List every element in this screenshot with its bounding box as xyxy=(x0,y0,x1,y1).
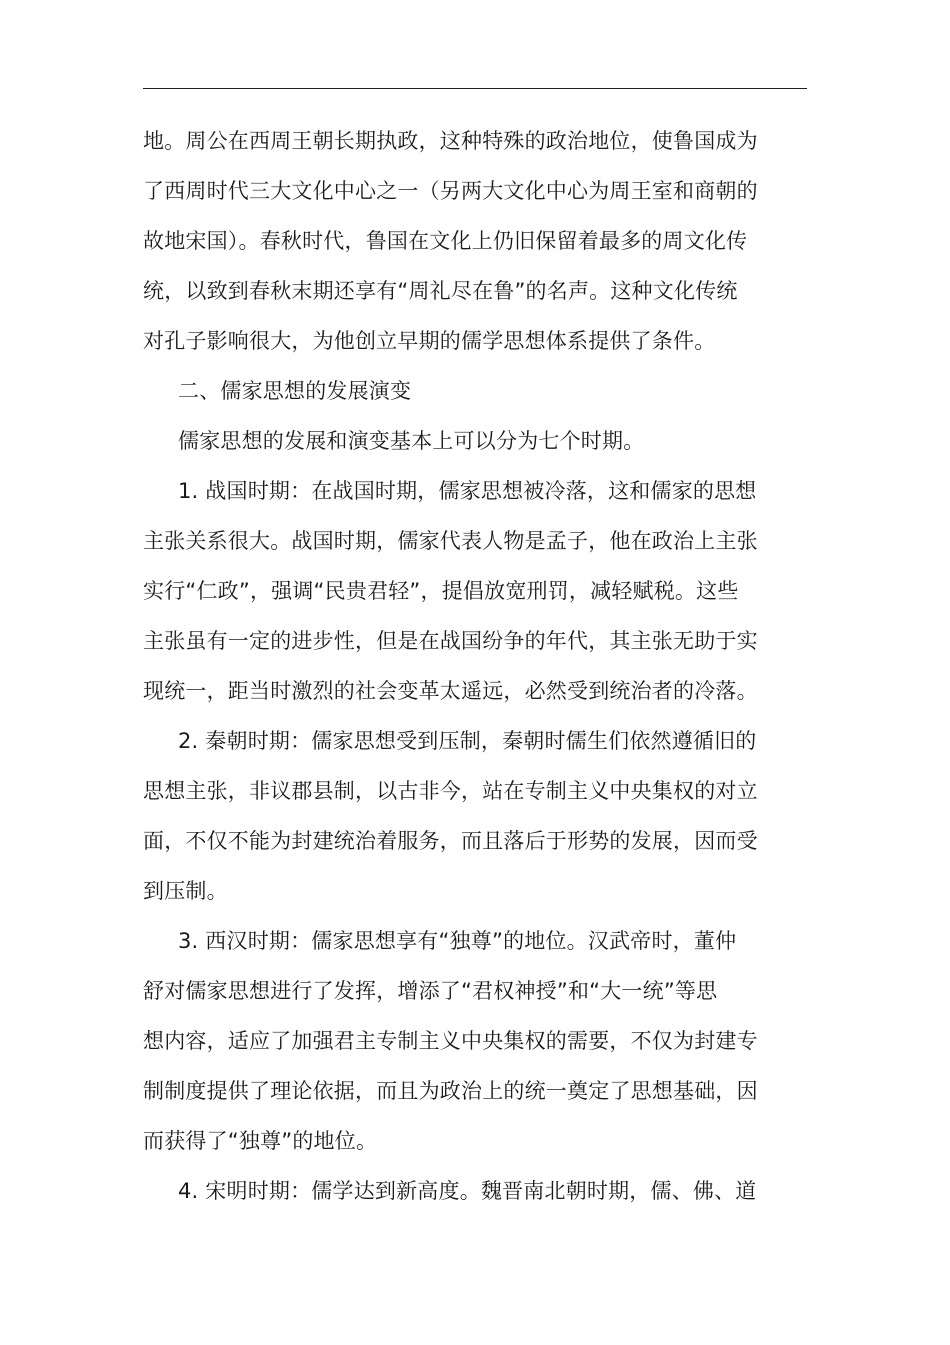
text-line: 对孔子影响很大，为他创立早期的儒学思想体系提供了条件。 xyxy=(143,329,716,353)
text-line: 想内容，适应了加强君主专制主义中央集权的需要，不仅为封建专 xyxy=(143,1029,758,1053)
text-line: 思想主张，非议郡县制，以古非今，站在专制主义中央集权的对立 xyxy=(143,779,758,803)
text-line: 主张关系很大。战国时期，儒家代表人物是孟子，他在政治上主张 xyxy=(143,529,758,553)
text-line: 3. 西汉时期：儒家思想享有“独尊”的地位。汉武帝时，董仲 xyxy=(178,929,737,953)
text-line: 1. 战国时期：在战国时期，儒家思想被冷落，这和儒家的思想 xyxy=(178,479,757,503)
text-line: 舒对儒家思想进行了发挥，增添了“君权神授”和“大一统”等思 xyxy=(143,979,718,1003)
header-rule xyxy=(143,88,807,89)
text-line: 二、儒家思想的发展演变 xyxy=(178,379,412,403)
text-line: 儒家思想的发展和演变基本上可以分为七个时期。 xyxy=(178,429,645,453)
document-body xyxy=(143,116,783,1216)
text-line: 而获得了“独尊”的地位。 xyxy=(143,1129,378,1153)
text-line: 故地宋国）。春秋时代，鲁国在文化上仍旧保留着最多的周文化传 xyxy=(143,229,748,253)
text-line: 实行“仁政”，强调“民贵君轻”，提倡放宽刑罚，减轻赋税。这些 xyxy=(143,579,739,603)
text-line: 到压制。 xyxy=(143,879,228,903)
text-line: 2. 秦朝时期：儒家思想受到压制，秦朝时儒生们依然遵循旧的 xyxy=(178,729,757,753)
text-line: 面，不仅不能为封建统治着服务，而且落后于形势的发展，因而受 xyxy=(143,829,758,853)
text-line: 地。周公在西周王朝长期执政，这种特殊的政治地位，使鲁国成为 xyxy=(143,129,758,153)
text-line: 制制度提供了理论依据，而且为政治上的统一奠定了思想基础，因 xyxy=(143,1079,758,1103)
text-line: 4. 宋明时期：儒学达到新高度。魏晋南北朝时期，儒、佛、道 xyxy=(178,1179,757,1203)
text-line: 现统一，距当时激烈的社会变革太遥远，必然受到统治者的冷落。 xyxy=(143,679,758,703)
text-line: 了西周时代三大文化中心之一（另两大文化中心为周王室和商朝的 xyxy=(143,179,758,203)
text-line: 统，以致到春秋末期还享有“周礼尽在鲁”的名声。这种文化传统 xyxy=(143,279,738,303)
text-line: 主张虽有一定的进步性，但是在战国纷争的年代，其主张无助于实 xyxy=(143,629,758,653)
